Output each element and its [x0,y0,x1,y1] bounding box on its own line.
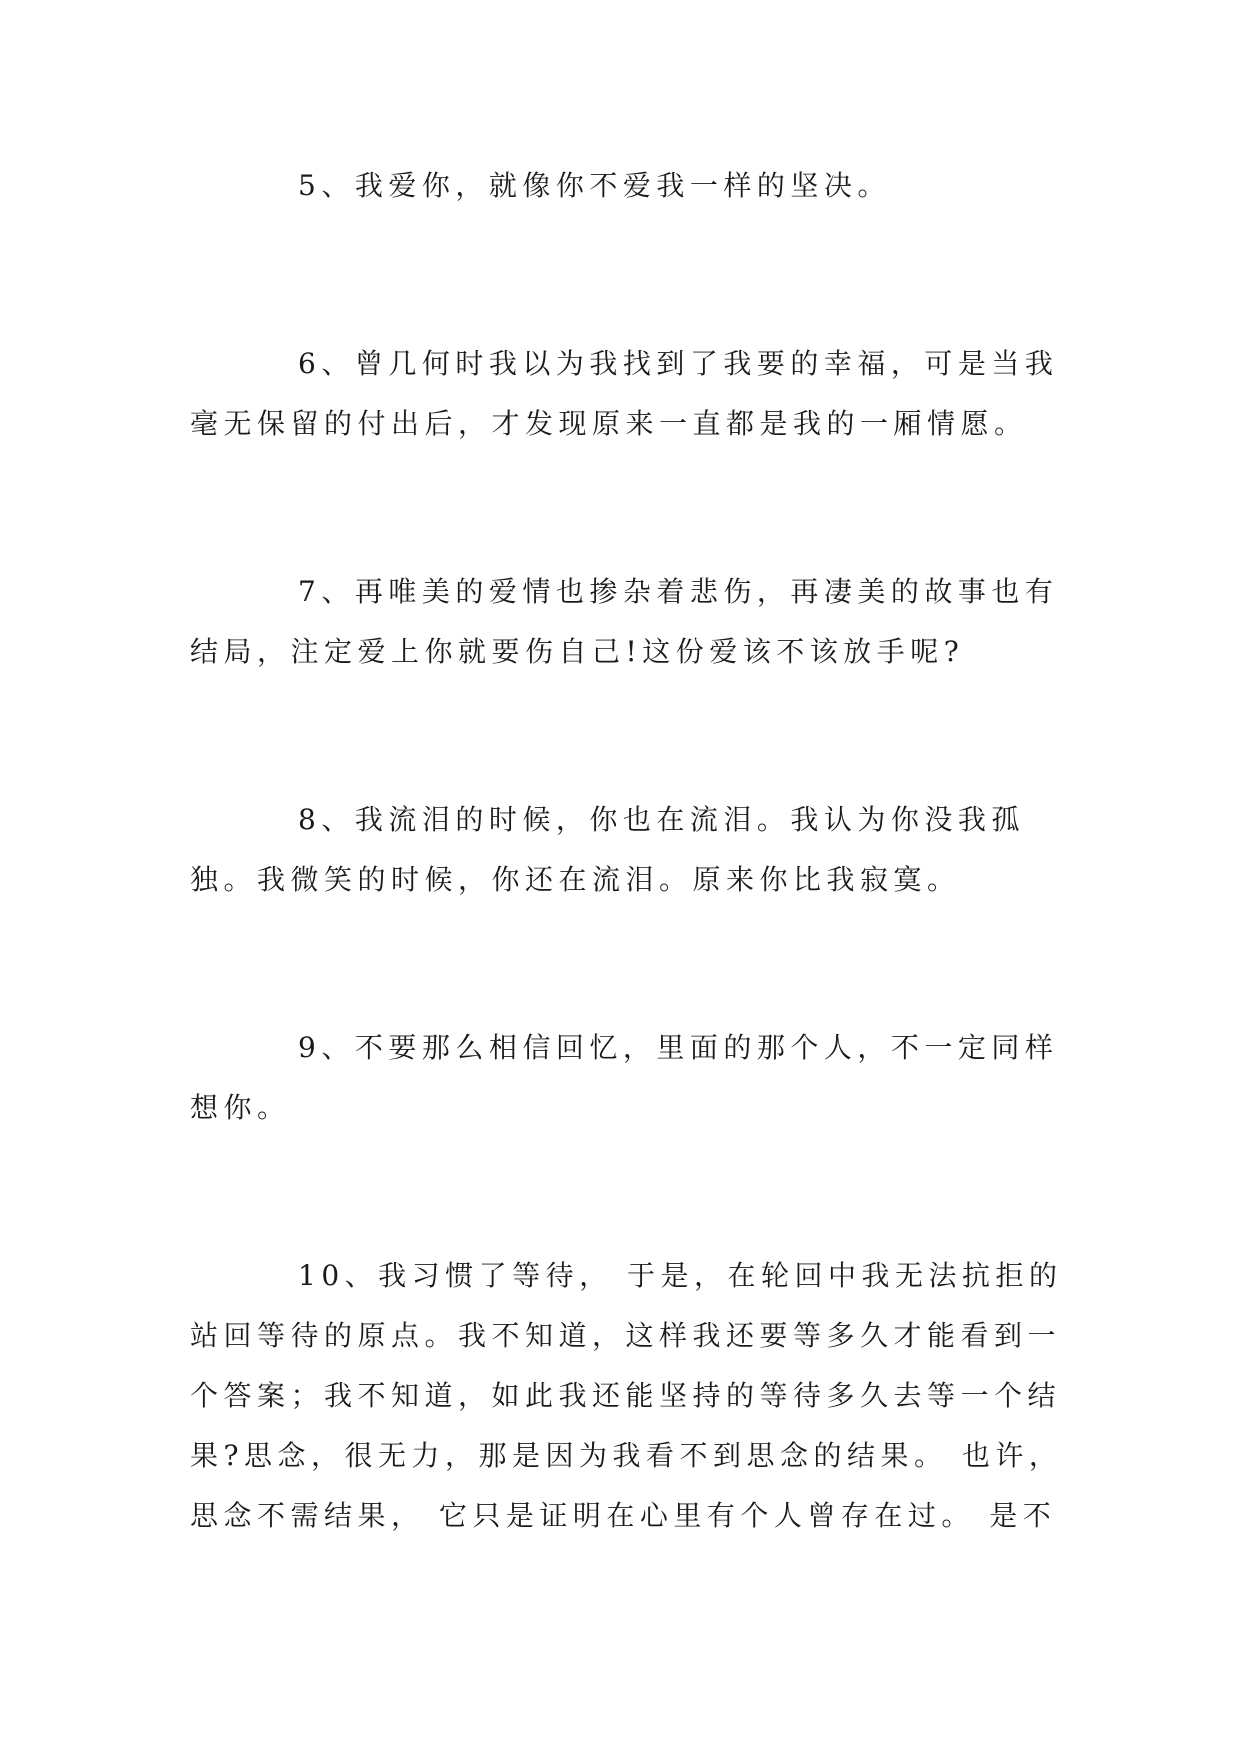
paragraph-7: 7、再唯美的爱情也掺杂着悲伤，再凄美的故事也有结局，注定爱上你就要伤自己!这份爱该不该放手呢? [190,575,1059,668]
paragraph-9: 9、不要那么相信回忆，里面的那个人，不一定同样想你。 [190,1031,1059,1124]
paragraph-6: 6、曾几何时我以为我找到了我要的幸福，可是当我毫无保留的付出后，才发现原来一直都是我的一厢情愿。 [190,347,1059,440]
paragraph-8: 8、我流泪的时候，你也在流泪。我认为你没我孤独。我微笑的时候，你还在流泪。原来你比我寂寞。 [190,803,1025,896]
paragraph-5: 5、我爱你，就像你不爱我一样的坚决。 [298,169,891,202]
paragraph-10: 10、我习惯了等待， 于是，在轮回中我无法抗拒的站回等待的原点。我不知道，这样我还要等多久才能看到一个答案；我不知道，如此我还能坚持的等待多久去等一个结果?思念，很无力，那是因为我看不到思念的结果。 也许，思念不需结果， 它只是证明在心里有个人曾存在过。 是不 [190,1259,1063,1532]
